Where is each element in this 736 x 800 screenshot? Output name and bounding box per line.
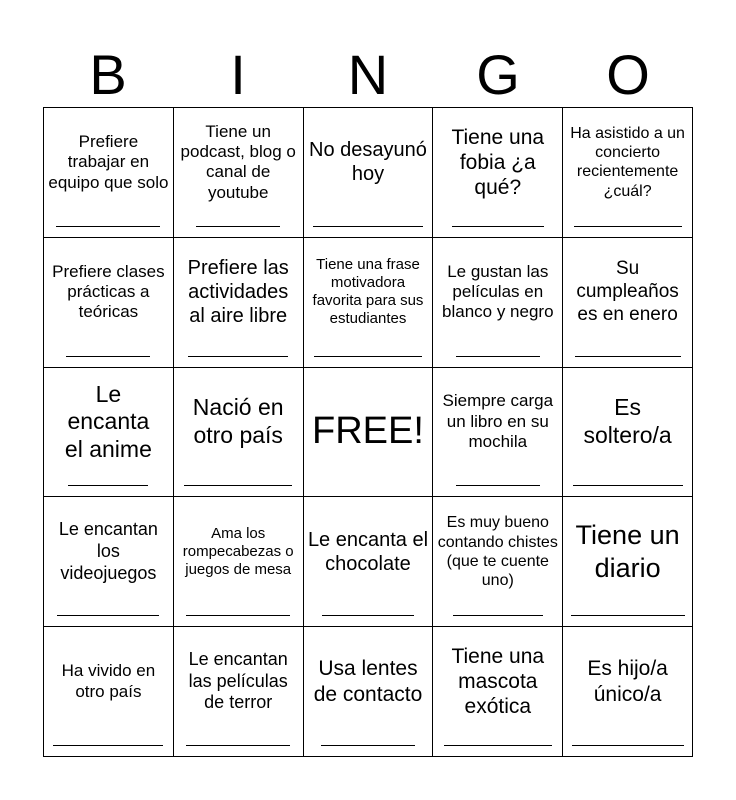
bingo-cell[interactable] xyxy=(44,627,174,757)
answer-line xyxy=(574,226,682,227)
bingo-cell[interactable] xyxy=(563,497,693,627)
cell-text: Tiene un diario xyxy=(575,520,680,583)
bingo-cell[interactable] xyxy=(174,627,304,757)
cell-text: Nació en otro país xyxy=(192,394,284,448)
cell-text: Tiene un podcast, blog o canal de youtube xyxy=(180,121,296,202)
free-cell[interactable] xyxy=(304,368,434,498)
cell-text: No desayunó hoy xyxy=(309,139,427,186)
header-letter-n: N xyxy=(347,43,389,106)
bingo-cell[interactable] xyxy=(174,108,304,238)
bingo-cell[interactable] xyxy=(304,497,434,627)
answer-line xyxy=(313,226,423,227)
answer-line xyxy=(66,356,150,357)
cell-text: Le encantan las películas de terror xyxy=(188,649,288,713)
free-label: FREE! xyxy=(312,410,424,453)
header-letter-i: I xyxy=(230,43,246,106)
cell-text: Le gustan las películas en blanco y negro xyxy=(442,261,554,322)
cell-text: Su cumpleaños es en enero xyxy=(576,258,679,325)
answer-line xyxy=(57,615,159,616)
bingo-header xyxy=(43,42,693,108)
answer-line xyxy=(456,485,540,486)
answer-line xyxy=(444,745,552,746)
answer-line xyxy=(456,356,540,357)
cell-text: Le encantan los videojuegos xyxy=(58,519,158,583)
bingo-cell[interactable] xyxy=(433,497,563,627)
cell-text: Es soltero/a xyxy=(583,394,672,448)
answer-line xyxy=(452,226,544,227)
cell-text: Ha vivido en otro país xyxy=(61,661,156,701)
answer-line xyxy=(573,485,683,486)
answer-line xyxy=(575,356,681,357)
cell-text: Tiene una frase motivadora favorita para sus estudiantes xyxy=(312,256,424,328)
bingo-grid xyxy=(43,107,693,757)
cell-text: Prefiere las actividades al aire libre xyxy=(187,257,289,328)
answer-line xyxy=(571,615,685,616)
header-letter-g: G xyxy=(476,43,520,106)
bingo-cell[interactable] xyxy=(433,368,563,498)
answer-line xyxy=(322,615,414,616)
bingo-cell[interactable] xyxy=(174,497,304,627)
cell-text: Siempre carga un libro en su mochila xyxy=(442,391,554,452)
answer-line xyxy=(186,615,290,616)
cell-text: Es muy bueno contando chistes (que te cuente uno) xyxy=(437,514,558,589)
header-letter-b: B xyxy=(89,43,127,106)
cell-text: Tiene una mascota exótica xyxy=(451,644,545,719)
cell-text: Tiene una fobia ¿a qué? xyxy=(451,125,545,199)
answer-line xyxy=(572,745,684,746)
bingo-cell[interactable] xyxy=(433,108,563,238)
bingo-cell[interactable] xyxy=(174,368,304,498)
answer-line xyxy=(56,226,160,227)
bingo-cell[interactable] xyxy=(563,627,693,757)
bingo-cell[interactable] xyxy=(44,497,174,627)
bingo-cell[interactable] xyxy=(433,238,563,368)
bingo-cell[interactable] xyxy=(563,368,693,498)
bingo-cell[interactable] xyxy=(174,238,304,368)
bingo-cell[interactable] xyxy=(44,108,174,238)
answer-line xyxy=(68,485,148,486)
cell-text: Prefiere trabajar en equipo que solo xyxy=(48,131,169,192)
bingo-cell[interactable] xyxy=(304,238,434,368)
answer-line xyxy=(188,356,288,357)
bingo-cell[interactable] xyxy=(44,368,174,498)
bingo-cell[interactable] xyxy=(304,108,434,238)
cell-text: Ama los rompecabezas o juegos de mesa xyxy=(182,524,294,578)
bingo-cell[interactable] xyxy=(563,238,693,368)
cell-text: Le encanta el chocolate xyxy=(307,528,429,575)
cell-text: Usa lentes de contacto xyxy=(313,657,423,706)
answer-line xyxy=(186,745,290,746)
answer-line xyxy=(321,745,415,746)
answer-line xyxy=(184,485,292,486)
bingo-cell[interactable] xyxy=(44,238,174,368)
cell-text: Le encanta el anime xyxy=(64,380,152,462)
header-letter-o: O xyxy=(606,43,650,106)
answer-line xyxy=(453,615,543,616)
bingo-cell[interactable] xyxy=(563,108,693,238)
bingo-cell[interactable] xyxy=(433,627,563,757)
cell-text: Ha asistido a un concierto recientemente ¿cuál? xyxy=(570,125,685,200)
answer-line xyxy=(53,745,163,746)
bingo-cell[interactable] xyxy=(304,627,434,757)
answer-line xyxy=(196,226,280,227)
cell-text: Prefiere clases prácticas a teóricas xyxy=(52,261,165,322)
cell-text: Es hijo/a único/a xyxy=(587,657,668,706)
answer-line xyxy=(314,356,422,357)
